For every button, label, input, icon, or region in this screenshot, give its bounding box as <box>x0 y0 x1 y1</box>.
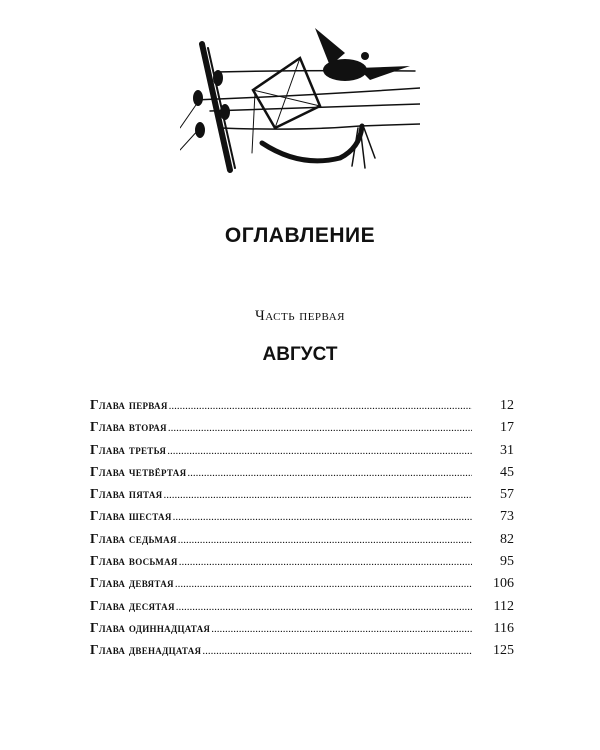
toc-entry[interactable] <box>90 575 514 597</box>
dot-leader <box>187 467 472 479</box>
chapter-title: Глава двенадцатая <box>90 642 202 658</box>
part-heading: Часть первая <box>255 308 345 324</box>
toc-entry[interactable] <box>90 531 514 553</box>
toc-entry[interactable] <box>90 642 514 664</box>
page-number: 73 <box>500 509 514 525</box>
toc-entry[interactable] <box>90 486 514 508</box>
toc-entry[interactable] <box>90 442 514 464</box>
dot-leader <box>167 445 472 457</box>
chapter-title: Глава вторая <box>90 419 167 435</box>
dot-leader <box>179 556 472 568</box>
toc-entry[interactable] <box>90 620 514 642</box>
dot-leader <box>202 645 472 657</box>
chapter-title: Глава девятая <box>90 575 174 591</box>
page-number: 95 <box>500 554 514 570</box>
toc-entry[interactable] <box>90 553 514 575</box>
page-number: 31 <box>500 442 514 458</box>
page-number: 12 <box>500 398 514 413</box>
chapter-title: Глава восьмая <box>90 553 178 569</box>
toc-entry[interactable] <box>90 397 514 419</box>
page-number: 106 <box>493 576 514 592</box>
page-number: 57 <box>500 487 514 503</box>
toc-entry[interactable] <box>90 464 514 486</box>
kite-dove-illustration <box>180 8 420 173</box>
page-title: ОГЛАВЛЕНИЕ <box>224 224 376 247</box>
chapter-title: Глава первая <box>90 397 168 412</box>
page-number: 125 <box>493 643 514 659</box>
section-heading: АВГУСТ <box>262 344 338 365</box>
chapter-title: Глава пятая <box>90 486 163 502</box>
dot-leader <box>163 489 472 501</box>
toc-entry[interactable] <box>90 508 514 530</box>
dot-leader <box>169 400 472 412</box>
chapter-title: Глава четвёртая <box>90 463 187 479</box>
table-of-contents <box>90 397 514 665</box>
page-number: 112 <box>493 598 514 614</box>
dot-leader <box>175 578 472 590</box>
chapter-title: Глава седьмая <box>90 530 177 546</box>
dot-leader <box>168 422 472 434</box>
dot-leader <box>211 623 472 635</box>
chapter-title: Глава одиннадцатая <box>90 619 211 635</box>
chapter-title: Глава третья <box>90 441 167 457</box>
page-number: 17 <box>500 420 514 436</box>
chapter-title: Глава шестая <box>90 508 172 524</box>
dot-leader <box>173 511 472 523</box>
dot-leader <box>178 534 472 546</box>
toc-entry[interactable] <box>90 598 514 620</box>
toc-entry[interactable] <box>90 419 514 441</box>
dot-leader <box>176 601 472 613</box>
page-number: 82 <box>500 531 514 547</box>
page-number: 45 <box>500 464 514 480</box>
chapter-title: Глава десятая <box>90 597 175 613</box>
page-number: 116 <box>493 620 514 636</box>
